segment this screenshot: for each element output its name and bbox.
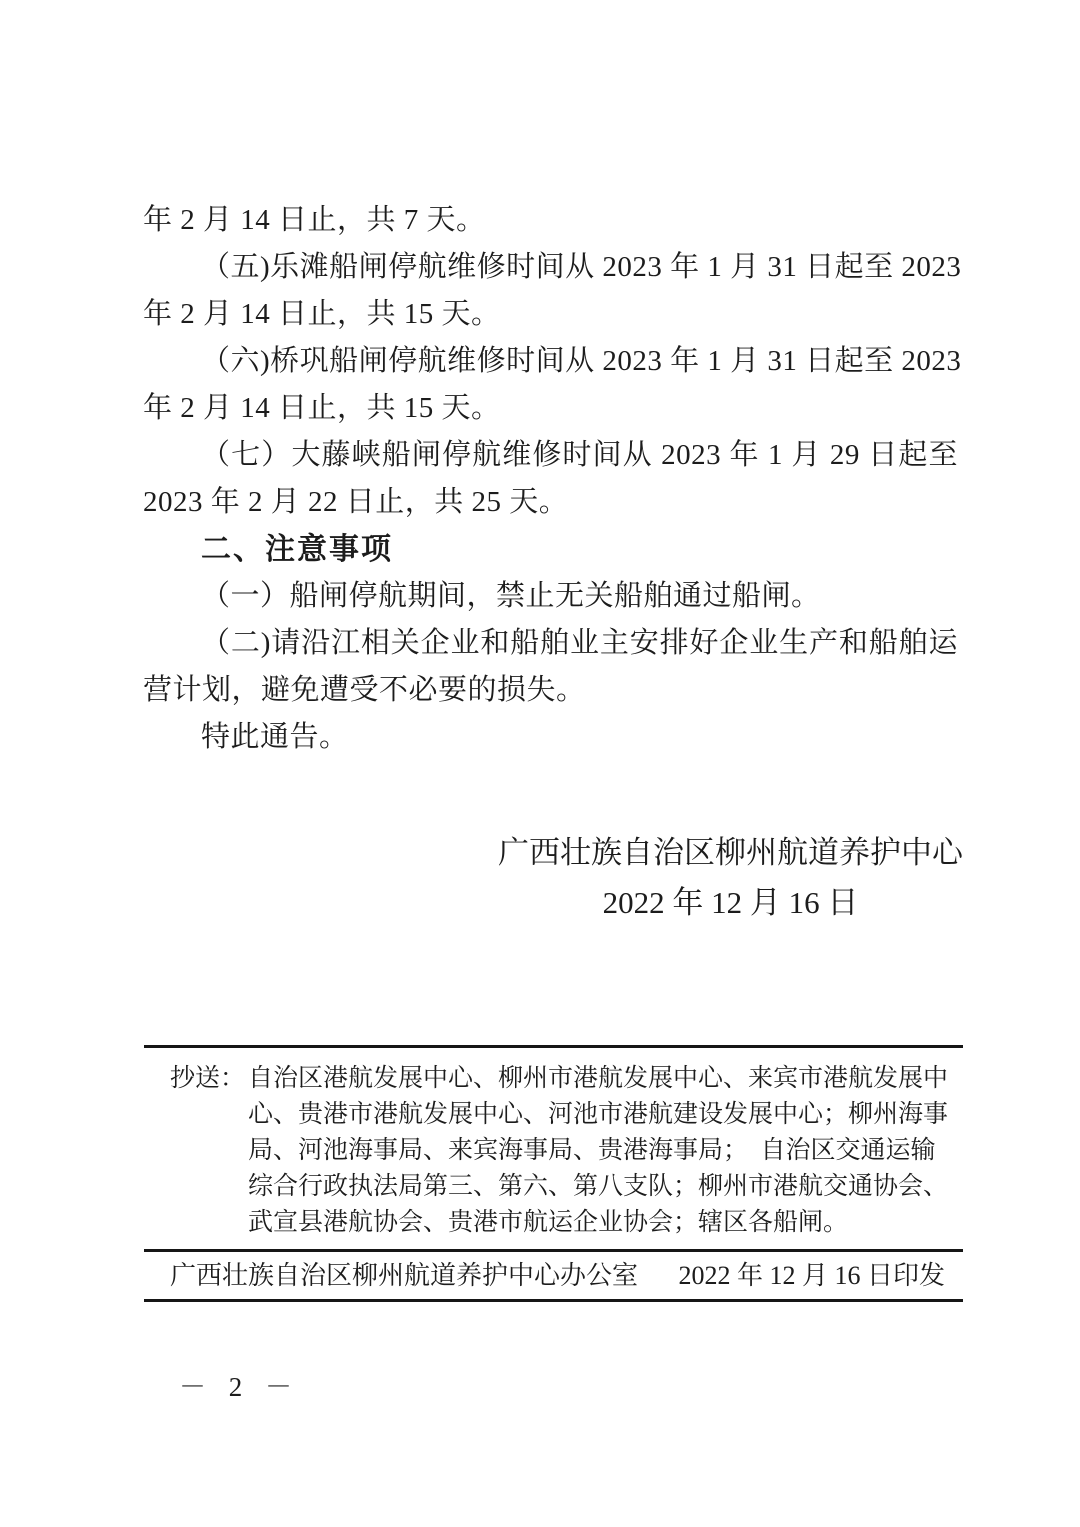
- footer-rule-bottom: [144, 1299, 963, 1302]
- cc-line: 综合行政执法局第三、第六、第八支队；柳州市港航交通协会、: [248, 1173, 949, 1200]
- signature-date: 2022 年 12 月 16 日: [602, 885, 859, 920]
- document-footer: [144, 1045, 963, 1302]
- signature-block: [498, 828, 963, 928]
- body-text-line: 特此通告。: [201, 721, 349, 753]
- imprint-row: [144, 1252, 963, 1299]
- imprint-office: 广西壮族自治区柳州航道养护中心办公室: [170, 1261, 639, 1290]
- body-text-line: 营计划，避免遭受不必要的损失。: [143, 674, 586, 706]
- cc-line: 局、河池海事局、来宾海事局、贵港海事局； 自治区交通运输: [248, 1137, 936, 1164]
- cc-line: 自治区港航发展中心、柳州市港航发展中心、来宾市港航发展中: [248, 1065, 949, 1092]
- cc-line: 心、贵港市港航发展中心、河池市港航建设发展中心；柳州海事: [248, 1101, 949, 1128]
- imprint-date: 2022 年 12 月 16 日印发: [678, 1261, 945, 1290]
- body-text-line: （二)请沿江相关企业和船舶业主安排好企业生产和船舶运: [201, 627, 958, 659]
- body-text-line: （六)桥巩船闸停航维修时间从 2023 年 1 月 31 日起至 2023: [201, 345, 962, 377]
- body-text-line: 二、注意事项: [201, 533, 393, 566]
- body-text-line: （七）大藤峡船闸停航维修时间从 2023 年 1 月 29 日起至: [201, 439, 958, 471]
- body-text-line: 年 2 月 14 日止，共 15 天。: [143, 392, 501, 424]
- notice-body: [143, 197, 962, 761]
- cc-lines: [248, 1061, 963, 1241]
- cc-block: [144, 1048, 963, 1249]
- body-text-line: 2023 年 2 月 22 日止，共 25 天。: [143, 486, 569, 518]
- cc-line: 武宣县港航协会、贵港市航运企业协会；辖区各船闸。: [248, 1209, 849, 1236]
- body-text-line: （一）船闸停航期间，禁止无关船舶通过船闸。: [201, 580, 821, 612]
- body-text-line: 年 2 月 14 日止，共 15 天。: [143, 298, 501, 330]
- cc-label: 抄送：: [170, 1065, 246, 1092]
- signature-org: 广西壮族自治区柳州航道养护中心: [498, 835, 963, 870]
- body-text-line: （五)乐滩船闸停航维修时间从 2023 年 1 月 31 日起至 2023: [201, 251, 962, 283]
- body-text-line: 年 2 月 14 日止，共 7 天。: [143, 204, 486, 236]
- page-number: － 2 －: [179, 1372, 300, 1402]
